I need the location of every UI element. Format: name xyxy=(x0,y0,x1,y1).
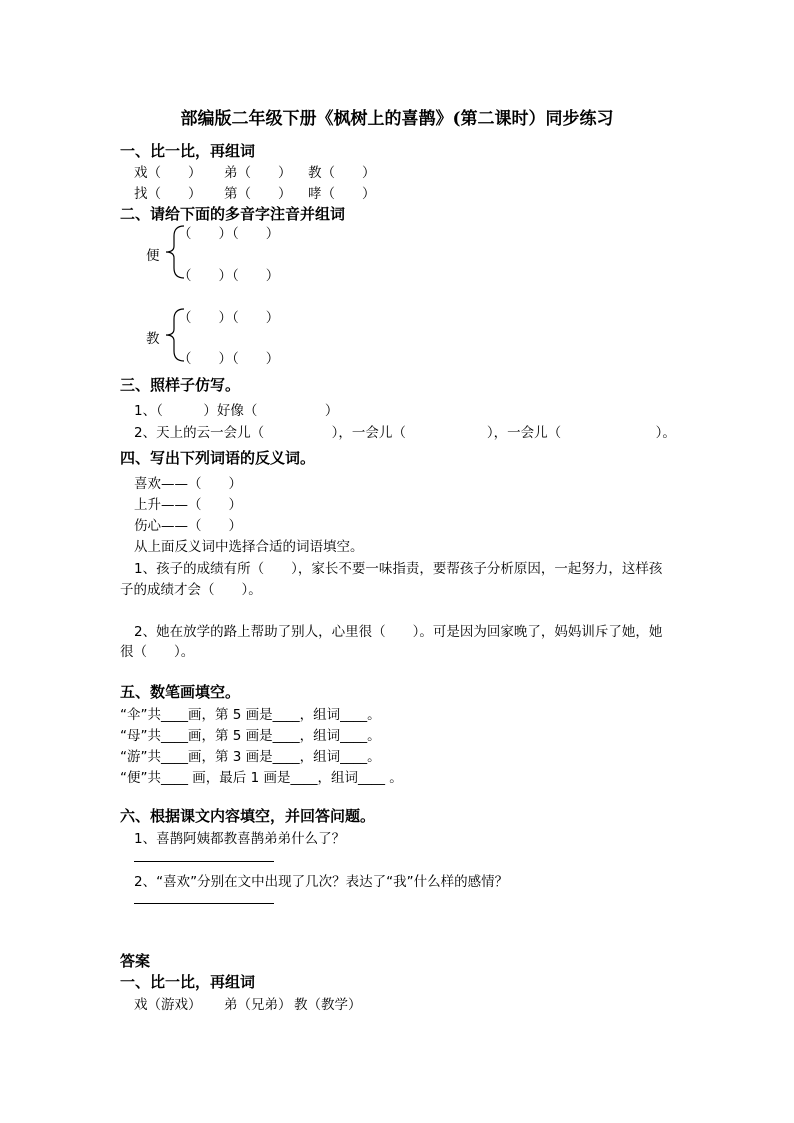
answer-line-2 xyxy=(134,903,274,904)
answer-item-2: 弟（兄弟） xyxy=(224,997,292,1013)
s4-question-2-line-2: 很（ ）。 xyxy=(120,644,195,660)
stroke-line-3: “游”共____画，第 3 画是____，组词____。 xyxy=(120,749,381,765)
char2-slot-2: （ ）（ ） xyxy=(178,351,280,367)
s1-row2-item-2: 第（ ） xyxy=(224,186,292,202)
s3-question-2: 2、天上的云一会儿（ ），一会儿（ ），一会儿（ ）。 xyxy=(134,425,676,441)
s4-question-1-line-1: 1、孩子的成绩有所（ ），家长不要一味指责，要帮孩子分析原因，一起努力，这样孩 xyxy=(134,561,663,577)
section-1-heading: 一、比一比，再组词 xyxy=(120,142,256,160)
char1-slot-2: （ ）（ ） xyxy=(178,268,280,284)
antonym-word-2: 上升——（ ） xyxy=(134,497,242,513)
section-6-heading: 六、根据课文内容填空，并回答问题。 xyxy=(120,807,376,825)
section-2-heading: 二、请给下面的多音字注音并组词 xyxy=(120,205,346,223)
stroke-line-4: “便”共____ 画，最后 1 画是____，组词____ 。 xyxy=(120,770,403,786)
answers-label: 答案 xyxy=(120,952,151,970)
page-title: 部编版二年级下册《枫树上的喜鹊》(第二课时）同步练习 xyxy=(180,109,614,129)
answer-item-1: 戏（游戏） xyxy=(134,997,202,1013)
answer-line-1 xyxy=(134,861,274,862)
polyphone-char-2: 教 xyxy=(146,331,160,347)
char2-slot-1: （ ）（ ） xyxy=(178,310,280,326)
s4-question-1-line-2: 子的成绩才会（ ）。 xyxy=(120,582,262,598)
section-4-heading: 四、写出下列词语的反义词。 xyxy=(120,449,316,467)
stroke-line-2: “母”共____画，第 5 画是____，组词____。 xyxy=(120,728,381,744)
section-3-heading: 三、照样子仿写。 xyxy=(120,376,241,394)
s1-row1-item-2: 弟（ ） xyxy=(224,165,292,181)
s1-row2-item-1: 找（ ） xyxy=(134,186,202,202)
answer-item-3: 教（教学） xyxy=(294,997,362,1013)
char1-slot-1: （ ）（ ） xyxy=(178,226,280,242)
s6-question-2: 2、“喜欢”分别在文中出现了几次？表达了“我”什么样的感情？ xyxy=(134,874,509,890)
stroke-line-1: “伞”共____画，第 5 画是____，组词____。 xyxy=(120,707,381,723)
s1-row2-item-3: 哮（ ） xyxy=(308,186,376,202)
answers-section-1-heading: 一、比一比，再组词 xyxy=(120,973,256,991)
s6-question-1: 1、喜鹊阿姨都教喜鹊弟弟什么了？ xyxy=(134,831,346,847)
s3-question-1: 1、（ ）好像（ ） xyxy=(134,403,339,419)
antonym-word-1: 喜欢——（ ） xyxy=(134,476,242,492)
polyphone-char-1: 便 xyxy=(146,248,160,264)
s1-row1-item-1: 戏（ ） xyxy=(134,165,202,181)
s1-row1-item-3: 教（ ） xyxy=(308,165,376,181)
s4-instruction: 从上面反义词中选择合适的词语填空。 xyxy=(134,539,364,555)
s4-question-2-line-1: 2、她在放学的路上帮助了别人，心里很（ ）。可是因为回家晚了，妈妈训斥了她，她 xyxy=(134,624,663,640)
antonym-word-3: 伤心——（ ） xyxy=(134,518,242,534)
section-5-heading: 五、数笔画填空。 xyxy=(120,683,241,701)
